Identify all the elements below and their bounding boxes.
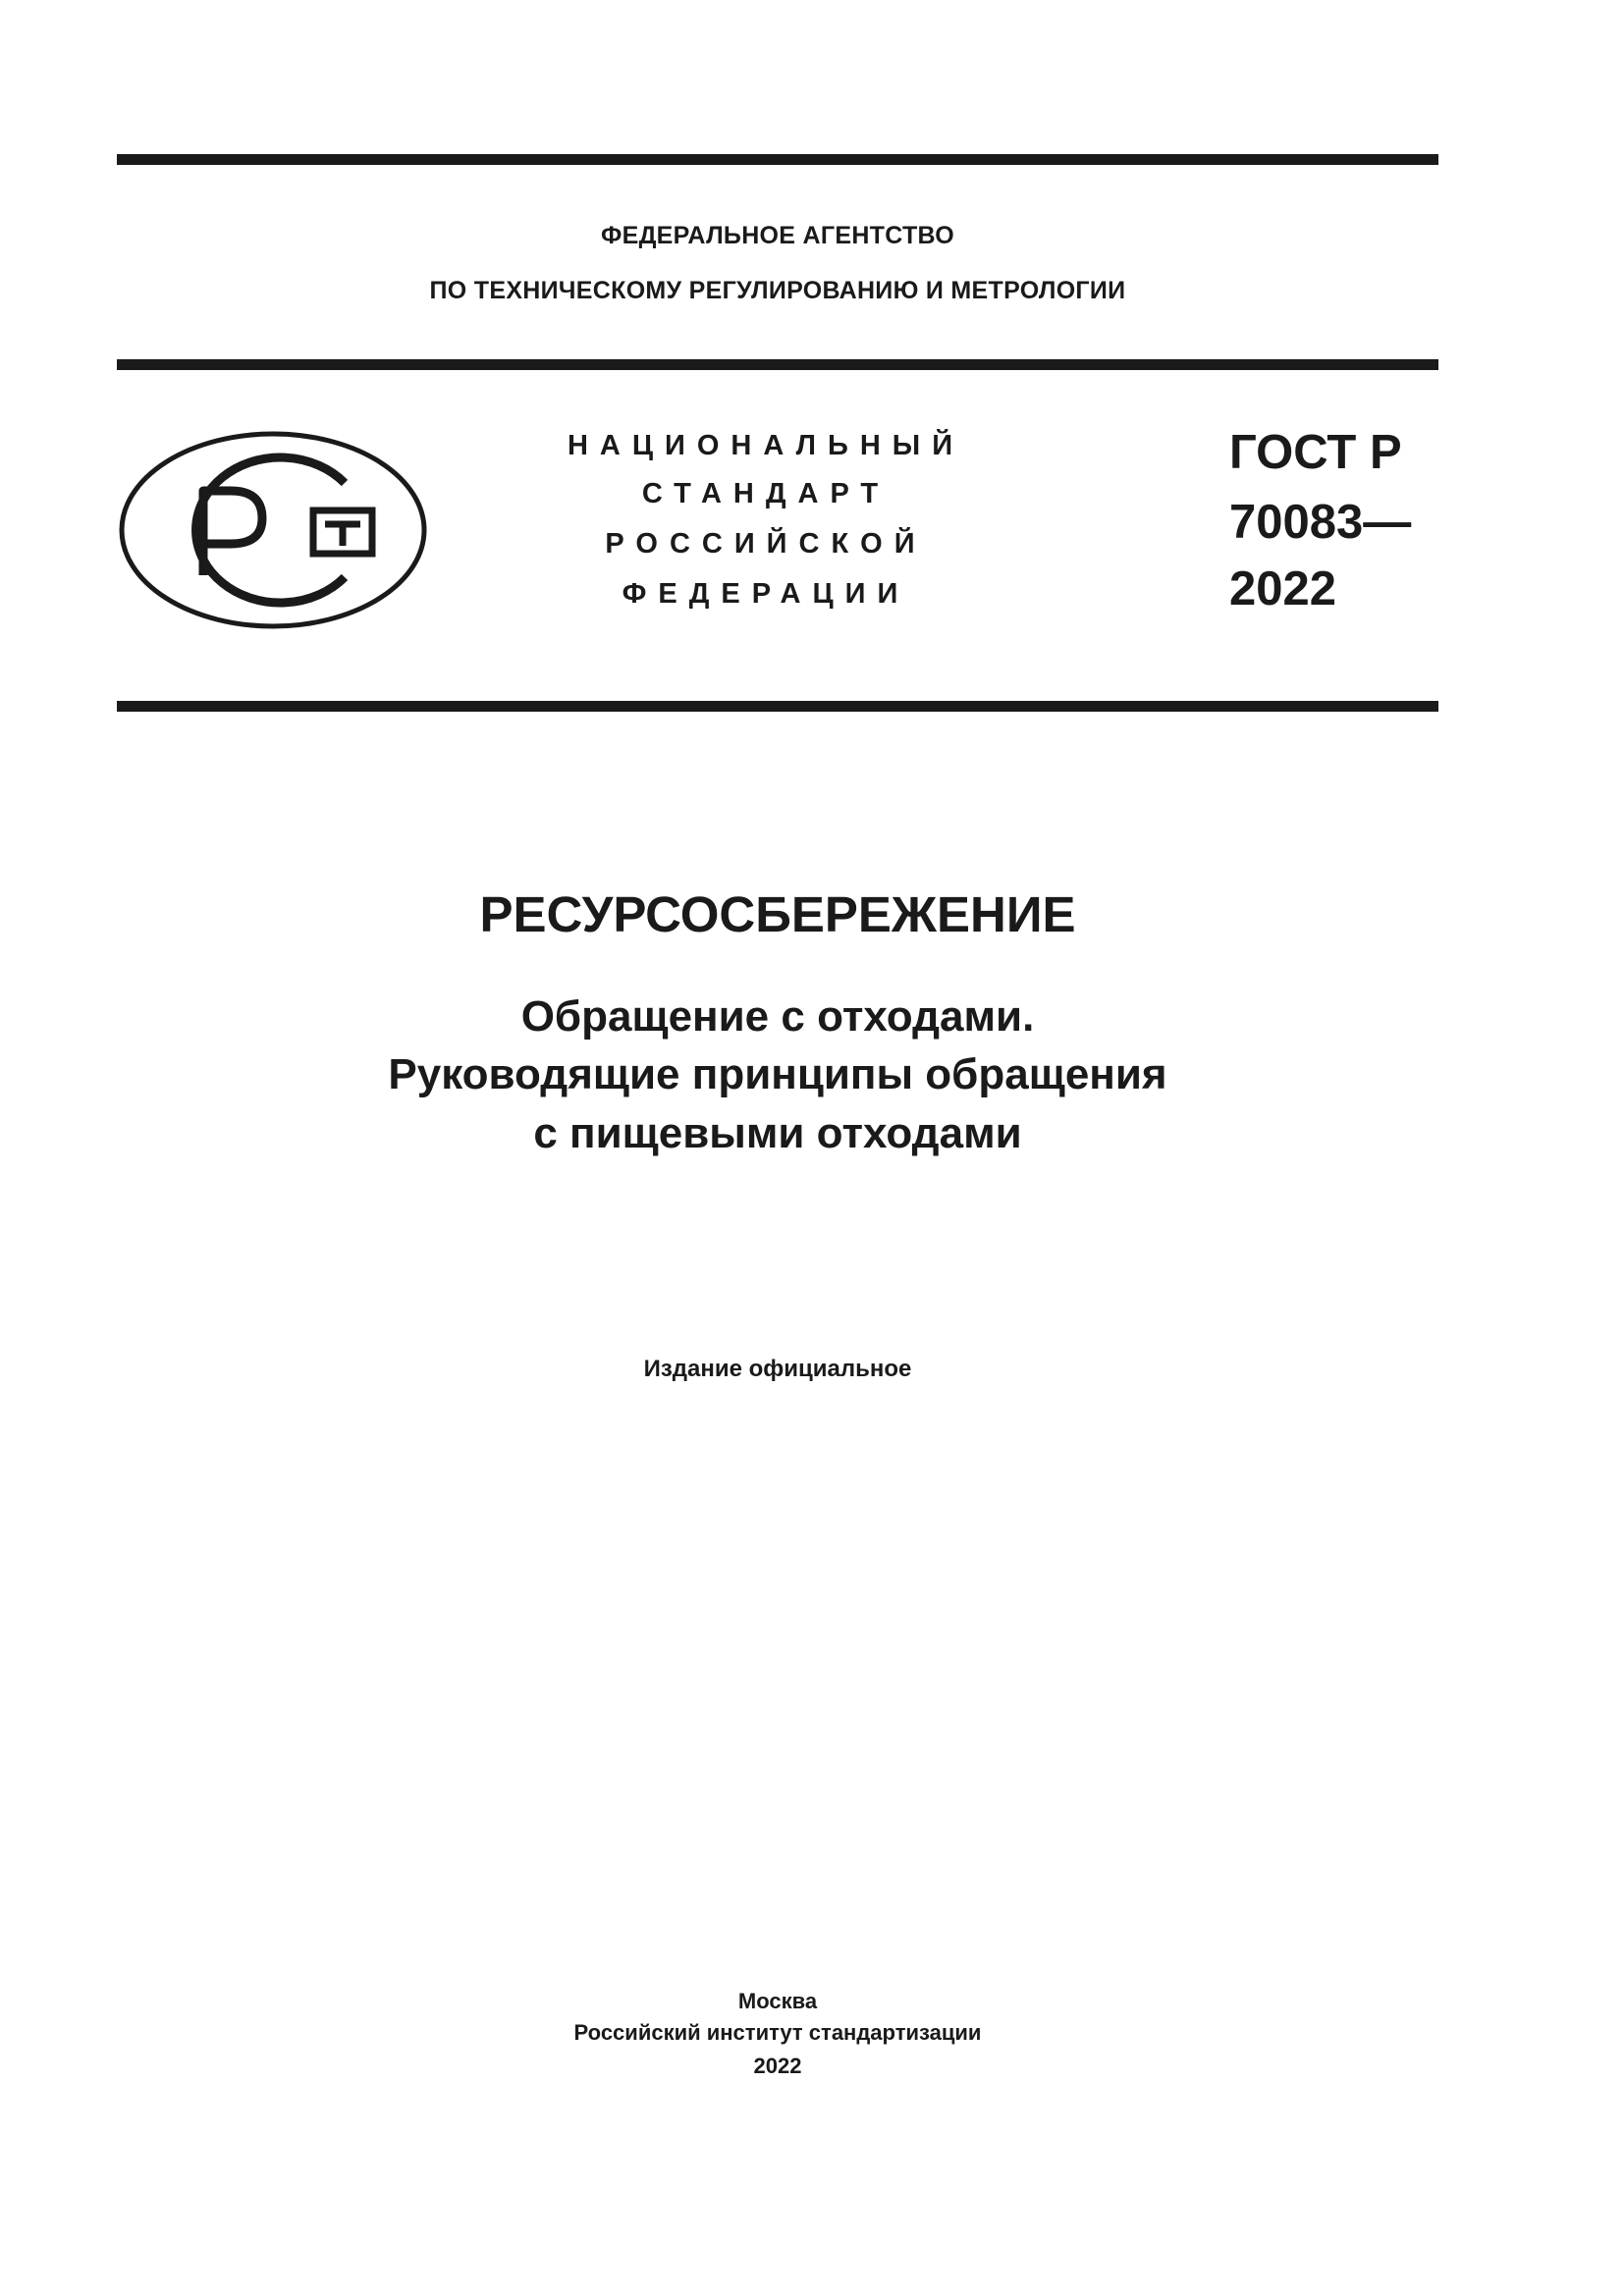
standard-type-line-1: НАЦИОНАЛЬНЫЙ: [567, 430, 965, 461]
standard-type-line-3: РОССИЙСКОЙ: [605, 528, 927, 560]
bottom-rule: [117, 701, 1438, 712]
agency-name-line-1: ФЕДЕРАЛЬНОЕ АГЕНТСТВО: [600, 222, 955, 249]
document-subtitle-line-1: Обращение с отходами.: [520, 992, 1035, 1041]
agency-name-line-2: ПО ТЕХНИЧЕСКОМУ РЕГУЛИРОВАНИЮ И МЕТРОЛОГИИ: [429, 277, 1126, 304]
designation-line-3: 2022: [1229, 562, 1337, 615]
middle-rule: [117, 359, 1438, 370]
standard-type-line-4: ФЕДЕРАЦИИ: [622, 578, 910, 610]
document-subtitle-line-2: Руководящие принципы обращения: [388, 1050, 1167, 1098]
standard-type-line-2: СТАНДАРТ: [641, 478, 891, 509]
document-subtitle-line-3: с пищевыми отходами: [533, 1109, 1022, 1157]
top-rule: [117, 154, 1438, 165]
imprint-year: 2022: [753, 2054, 802, 2078]
designation-line-2: 70083—: [1229, 496, 1412, 549]
designation-line-1: ГОСТ Р: [1229, 426, 1402, 479]
edition-label: Издание официальное: [643, 1356, 912, 1382]
rst-certification-mark-icon: [117, 428, 429, 632]
document-title: РЕСУРСОСБЕРЕЖЕНИЕ: [479, 886, 1076, 942]
imprint-publisher: Российский институт стандартизации: [573, 2020, 982, 2045]
imprint-city: Москва: [737, 1989, 818, 2013]
